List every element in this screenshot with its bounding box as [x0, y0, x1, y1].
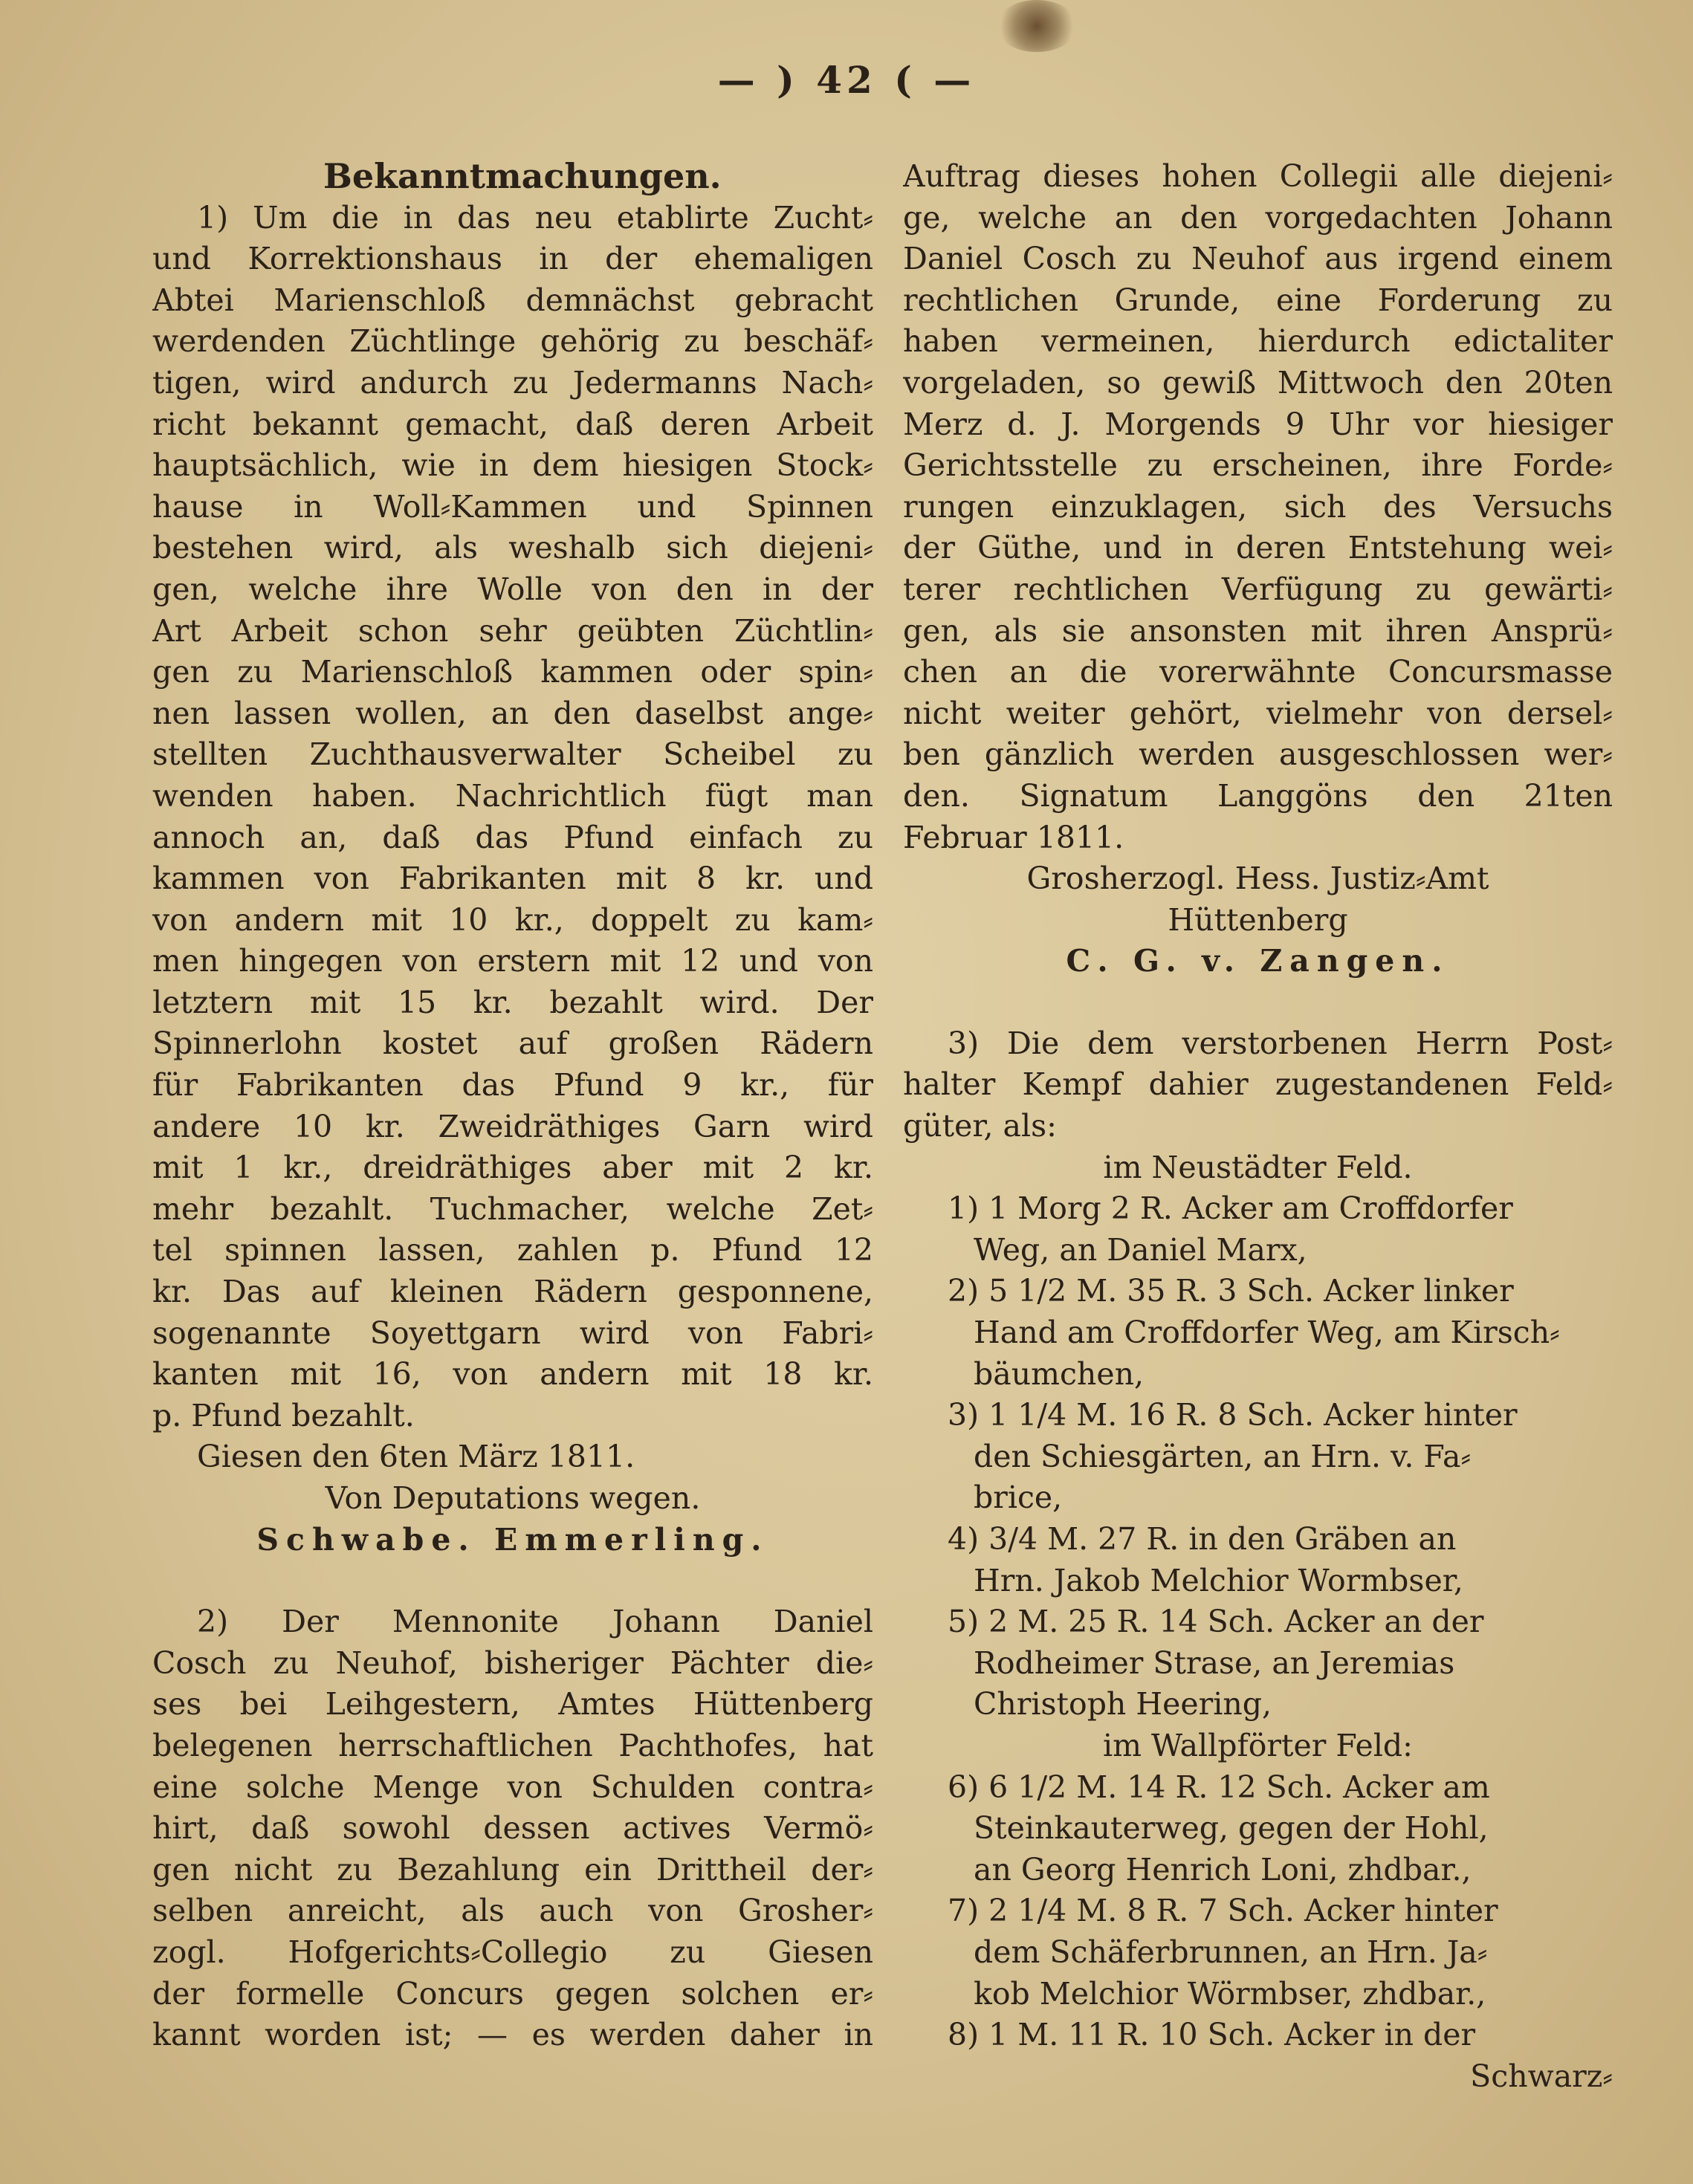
text-line: bäumchen,: [974, 1355, 1145, 1392]
text-line: gen nicht zu Bezahlung ein Drittheil der⸗: [152, 1851, 873, 1887]
notice-3-intro: [903, 1023, 1613, 1147]
text-line: hirt, daß sowohl dessen actives Vermö⸗: [152, 1810, 873, 1847]
text-line: dem Schäferbrunnen, an Hrn. Ja⸗: [974, 1934, 1488, 1970]
text-line: kob Melchior Wörmbser, zhdbar.,: [974, 1975, 1486, 2012]
text-line: brice,: [974, 1480, 1063, 1516]
text-line: 2) 5 1/2 M. 35 R. 3 Sch. Acker linker: [948, 1273, 1514, 1309]
text-line: tigen, wird andurch zu Jedermanns Nach⸗: [152, 364, 873, 401]
notice-2-signatory-place: Hüttenberg: [1168, 901, 1348, 938]
text-line: Merz d. J. Morgends 9 Uhr vor hiesiger: [903, 406, 1613, 442]
text-line: mehr bezahlt. Tuchmacher, welche Zet⸗: [152, 1190, 873, 1227]
right-column: [903, 156, 1613, 2097]
text-line: hause in Woll⸗Kammen und Spinnen: [152, 488, 873, 525]
text-line: Hand am Croffdorfer Weg, am Kirsch⸗: [974, 1315, 1560, 1351]
catchword: Schwarz⸗: [1470, 2058, 1613, 2094]
text-line: p. Pfund bezahlt.: [152, 1397, 415, 1433]
text-line: ses bei Leihgestern, Amtes Hüttenberg: [152, 1686, 873, 1723]
text-line: haben vermeinen, hierdurch edictaliter: [903, 323, 1613, 360]
text-line: kannt worden ist; — es werden daher in: [152, 2017, 873, 2053]
spacer: [903, 982, 1613, 1023]
text-line: Februar 1811.: [903, 819, 1124, 855]
spacer: [152, 1561, 873, 1601]
text-line: Art Arbeit schon sehr geübten Züchtlin⸗: [152, 612, 873, 649]
notice-3-field-heading-2: im Wallpförter Feld:: [1103, 1727, 1413, 1763]
text-line: selben anreicht, als auch von Grosher⸗: [152, 1893, 873, 1929]
notice-3-items-a: [903, 1188, 1613, 1726]
text-line: Auftrag dieses hohen Collegii alle diejeni⸗: [903, 158, 1613, 194]
text-line: halter Kempf dahier zugestandenen Feld⸗: [903, 1066, 1613, 1103]
text-line: 1) Um die in das neu etablirte Zucht⸗: [197, 199, 873, 236]
text-line: letztern mit 15 kr. bezahlt wird. Der: [152, 984, 873, 1020]
text-line: sogenannte Soyettgarn wird von Fabri⸗: [152, 1315, 873, 1351]
text-line: 3) Die dem verstorbenen Herrn Post⸗: [948, 1025, 1613, 1061]
text-line: annoch an, daß das Pfund einfach zu: [152, 819, 873, 855]
text-line: den Schiesgärten, an Hrn. v. Fa⸗: [974, 1438, 1472, 1474]
text-line: tel spinnen lassen, zahlen p. Pfund 12: [152, 1232, 873, 1268]
text-line: 8) 1 M. 11 R. 10 Sch. Acker in der: [948, 2017, 1476, 2053]
text-line: an Georg Henrich Loni, zhdbar.,: [974, 1851, 1472, 1887]
text-line: terer rechtlichen Verfügung zu gewärti⸗: [903, 571, 1613, 607]
text-line: hauptsächlich, wie in dem hiesigen Stock⸗: [152, 447, 873, 484]
text-line: vorgeladen, so gewiß Mittwoch den 20ten: [903, 364, 1613, 401]
text-line: andere 10 kr. Zweidräthiges Garn wird: [152, 1108, 873, 1144]
notice-2-continuation: [903, 156, 1613, 858]
text-line: Spinnerlohn kostet auf großen Rädern: [152, 1025, 873, 1062]
text-line: gen, welche ihre Wolle von den in der: [152, 571, 873, 607]
text-line: 1) 1 Morg 2 R. Acker am Croffdorfer: [948, 1190, 1513, 1227]
notice-2-body: [152, 1601, 873, 2056]
text-line: gen zu Marienschloß kammen oder spin⸗: [152, 654, 873, 690]
text-line: der formelle Concurs gegen solchen er⸗: [152, 1975, 873, 2012]
text-line: und Korrektionshaus in der ehemaligen: [152, 241, 873, 277]
notice-1-date: Giesen den 6ten März 1811.: [197, 1439, 635, 1475]
text-line: Cosch zu Neuhof, bisheriger Pächter die⸗: [152, 1645, 873, 1681]
text-line: der Güthe, und in deren Entstehung wei⸗: [903, 530, 1613, 566]
text-line: 7) 2 1/4 M. 8 R. 7 Sch. Acker hinter: [948, 1893, 1498, 1929]
text-line: 4) 3/4 M. 27 R. in den Gräben an: [948, 1521, 1457, 1557]
text-line: Weg, an Daniel Marx,: [974, 1231, 1307, 1268]
text-line: güter, als:: [903, 1108, 1057, 1144]
text-line: Rodheimer Strase, an Jeremias: [974, 1645, 1455, 1681]
text-line: 5) 2 M. 25 R. 14 Sch. Acker an der: [948, 1604, 1484, 1640]
text-line: 2) Der Mennonite Johann Daniel: [197, 1604, 873, 1640]
text-line: Gerichtsstelle zu erscheinen, ihre Forde⸗: [903, 447, 1613, 484]
text-line: werdenden Züchtlinge gehörig zu beschäf⸗: [152, 323, 873, 360]
notice-2-signatory-office: Grosherzogl. Hess. Justiz⸗Amt: [1026, 861, 1489, 897]
text-line: nen lassen wollen, an den daselbst ange⸗: [152, 695, 873, 731]
text-line: Daniel Cosch zu Neuhof aus irgend einem: [903, 241, 1613, 277]
text-line: men hingegen von erstern mit 12 und von: [152, 943, 873, 979]
text-line: für Fabrikanten das Pfund 9 kr., für: [152, 1067, 873, 1104]
text-line: mit 1 kr., dreidräthiges aber mit 2 kr.: [152, 1150, 873, 1186]
text-line: den. Signatum Langgöns den 21ten: [903, 777, 1613, 814]
page-number-header: — ) 42 ( —: [717, 58, 976, 102]
text-line: kanten mit 16, von andern mit 18 kr.: [152, 1356, 873, 1393]
text-line: Hrn. Jakob Melchior Wormbser,: [974, 1562, 1463, 1598]
text-line: ben gänzlich werden ausgeschlossen wer⸗: [903, 736, 1613, 773]
text-line: ge, welche an den vorgedachten Johann: [903, 199, 1613, 236]
notice-1-signatory-office: Von Deputations wegen.: [325, 1480, 701, 1516]
text-line: rungen einzuklagen, sich des Versuchs: [903, 488, 1613, 525]
text-line: Abtei Marienschloß demnächst gebracht: [152, 282, 873, 318]
left-column: [152, 156, 873, 2056]
text-line: Steinkauterweg, gegen der Hohl,: [974, 1810, 1489, 1847]
notice-1-body: [152, 198, 873, 1437]
text-line: zogl. Hofgerichts⸗Collegio zu Giesen: [152, 1934, 873, 1970]
text-line: von andern mit 10 kr., doppelt zu kam⸗: [152, 901, 873, 938]
notice-3-items-b: [903, 1767, 1613, 2056]
text-line: chen an die vorerwähnte Concursmasse: [903, 654, 1613, 690]
text-line: nicht weiter gehört, vielmehr von dersel⸗: [903, 695, 1613, 731]
section-heading: Bekanntmachungen.: [323, 156, 722, 196]
text-line: stellten Zuchthausverwalter Scheibel zu: [152, 736, 873, 773]
text-line: wenden haben. Nachrichtlich fügt man: [152, 777, 873, 814]
text-line: bestehen wird, als weshalb sich diejeni⸗: [152, 530, 873, 566]
text-line: kr. Das auf kleinen Rädern gesponnene,: [152, 1274, 873, 1310]
text-line: 3) 1 1/4 M. 16 R. 8 Sch. Acker hinter: [948, 1397, 1518, 1433]
text-line: kammen von Fabrikanten mit 8 kr. und: [152, 861, 873, 897]
text-line: rechtlichen Grunde, eine Forderung zu: [903, 282, 1613, 318]
text-line: richt bekannt gemacht, daß deren Arbeit: [152, 406, 873, 442]
notice-1-signatory-names: Schwabe. Emmerling.: [256, 1521, 769, 1558]
text-line: belegenen herrschaftlichen Pachthofes, hat: [152, 1727, 873, 1763]
notice-3-field-heading-1: im Neustädter Feld.: [1103, 1149, 1413, 1185]
text-line: eine solche Menge von Schulden contra⸗: [152, 1769, 873, 1805]
text-line: Christoph Heering,: [974, 1686, 1272, 1723]
text-line: 6) 6 1/2 M. 14 R. 12 Sch. Acker am: [948, 1769, 1490, 1805]
notice-2-signatory-name: C. G. v. Zangen.: [1066, 943, 1450, 979]
text-line: gen, als sie ansonsten mit ihren Ansprü⸗: [903, 612, 1613, 649]
paper-stain: [996, 0, 1078, 52]
